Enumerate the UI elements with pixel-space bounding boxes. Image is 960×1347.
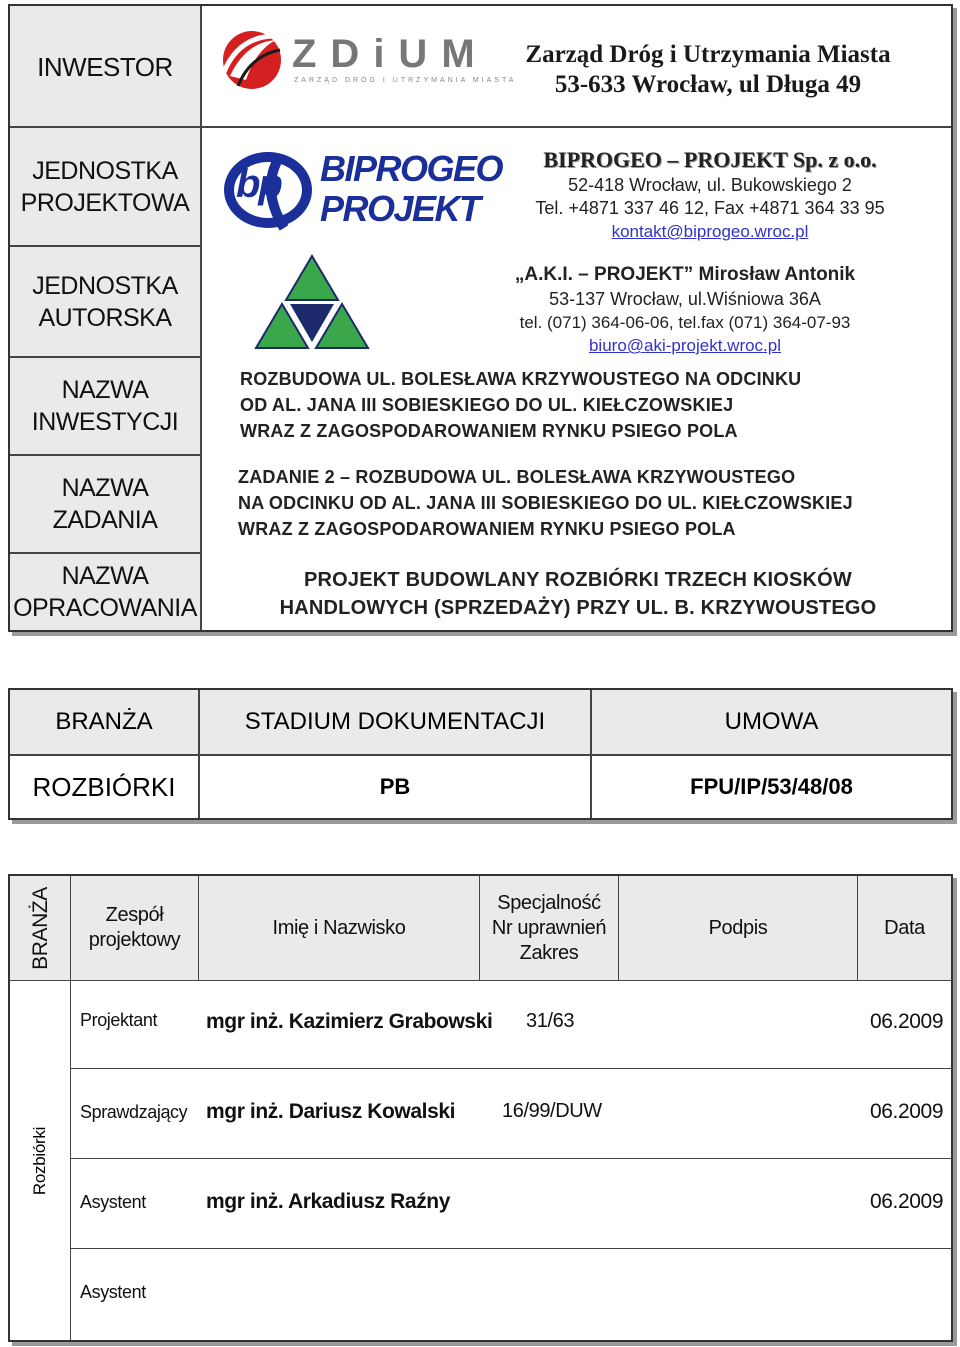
zadanie-line: NA ODCINKU OD AL. JANA III SOBIESKIEGO DO UL. KIEŁCZOWSKIEJ (238, 493, 853, 513)
header-umowa: UMOWA (724, 708, 819, 735)
header-text: Zespół (105, 904, 164, 926)
divider (10, 126, 951, 128)
row-role: Asystent (80, 1192, 146, 1212)
biprogeo-logo-bp: bp (236, 162, 281, 206)
row-name: mgr inż. Dariusz Kowalski (206, 1100, 456, 1123)
header-branza: BRANŻA (55, 708, 153, 735)
header-text: projektowy (88, 929, 181, 951)
header-text: Zakres (519, 941, 579, 964)
aki-logo (252, 254, 372, 354)
row-role: Projektant (80, 1010, 158, 1030)
row-date: 06.2009 (870, 1190, 944, 1213)
header-text: Data (884, 916, 925, 939)
divider (10, 552, 202, 554)
divider (71, 1248, 951, 1249)
zdium-logo (220, 28, 517, 98)
label-nazwa-zadania (10, 455, 202, 553)
opracowanie-line: HANDLOWYCH (SPRZEDAŻY) PRZY UL. B. KRZYWOUSTEGO (279, 597, 877, 619)
header-stadium: STADIUM DOKUMENTACJI (244, 708, 546, 735)
aki-email-link[interactable]: biuro@aki-projekt.wroc.pl (588, 336, 782, 355)
divider (10, 245, 202, 247)
inwestycja-line: WRAZ Z ZAGOSPODAROWANIEM RYNKU PSIEGO POLA (240, 421, 738, 441)
team-table (8, 874, 953, 1342)
label-jednostka-autorska (10, 246, 202, 357)
biprogeo-email-link[interactable]: kontakt@biprogeo.wroc.pl (611, 222, 809, 241)
header-branza-vertical (10, 876, 70, 980)
label-text: PROJEKTOWA (20, 188, 190, 217)
value-stadium: PB (379, 774, 411, 799)
biprogeo-name: BIPROGEO – PROJEKT Sp. z o.o. (543, 147, 877, 172)
header-text: Nr uprawnień (491, 916, 607, 939)
zdium-address: 53-633 Wrocław, ul Długa 49 (554, 71, 862, 98)
divider (10, 454, 202, 456)
aki-info (475, 262, 895, 357)
row-license: 31/63 (526, 1010, 575, 1032)
label-text: JEDNOSTKA (32, 271, 178, 300)
label-text: NAZWA (61, 474, 149, 502)
label-text: AUTORSKA (38, 303, 172, 332)
value-branza: ROZBIÓRKI (32, 771, 176, 802)
divider (479, 876, 480, 980)
divider (857, 876, 858, 980)
biprogeo-logo (220, 148, 503, 232)
label-text: ZADANIA (52, 506, 158, 534)
row-date: 06.2009 (870, 1100, 944, 1123)
branza-value-text: Rozbiórki (30, 1126, 49, 1195)
label-jednostka-projektowa (10, 127, 202, 246)
label-inwestor (10, 6, 202, 127)
header-zespol (71, 876, 198, 980)
biprogeo-phone: Tel. +4871 337 46 12, Fax +4871 364 33 95 (535, 198, 885, 218)
zdium-logo-subtext: ZARZĄD DRÓG I UTRZYMANIA MIASTA (294, 77, 517, 84)
header-text: Specjalność (497, 891, 601, 914)
row-name: mgr inż. Kazimierz Grabowski (206, 1010, 493, 1033)
header-specjalnosc (480, 876, 618, 980)
row-name: mgr inż. Arkadiusz Raźny (206, 1190, 451, 1213)
label-nazwa-opracowania (10, 553, 202, 630)
aki-address: 53-137 Wrocław, ul.Wiśniowa 36A (549, 289, 821, 309)
label-nazwa-inwestycji (10, 357, 202, 455)
header-branza-text: BRANŻA (28, 886, 52, 970)
opracowanie-text (228, 566, 928, 622)
header-imie (199, 876, 479, 980)
aki-phone: tel. (071) 364-06-06, tel.fax (071) 364-07-93 (519, 313, 851, 332)
aki-name: „A.K.I. – PROJEKT” Mirosław Antonik (514, 264, 856, 285)
label-text: INWESTOR (37, 51, 173, 82)
divider (618, 876, 619, 980)
zadanie-line: ZADANIE 2 – ROZBUDOWA UL. BOLESŁAWA KRZYWOUSTEGO (238, 467, 796, 487)
zadanie-text (238, 464, 853, 542)
zdium-logo-text: ZDiUM (292, 32, 489, 76)
label-text: NAZWA (61, 561, 149, 590)
divider (198, 876, 199, 980)
aki-logo-mark (252, 254, 372, 354)
value-umowa: FPU/IP/53/48/08 (690, 774, 853, 799)
biprogeo-logo-line2: PROJEKT (320, 188, 480, 229)
label-text: JEDNOSTKA (32, 156, 178, 185)
inwestycja-line: OD AL. JANA III SOBIESKIEGO DO UL. KIEŁCZOWSKIEJ (240, 395, 734, 415)
zdium-name-line: Zarząd Dróg i Utrzymania Miasta (525, 41, 891, 68)
label-text: INWESTYCJI (31, 408, 179, 436)
divider (71, 1068, 951, 1069)
document-stage-table (8, 688, 953, 820)
row-role: Sprawdzający (80, 1102, 188, 1122)
row-role: Asystent (80, 1282, 146, 1302)
header-data (858, 876, 951, 980)
label-text: NAZWA (61, 376, 149, 404)
divider (71, 1158, 951, 1159)
header-text: Imię i Nazwisko (272, 916, 406, 939)
zadanie-line: WRAZ Z ZAGOSPODAROWANIEM RYNKU PSIEGO POLA (238, 519, 736, 539)
branza-value-cell (10, 981, 70, 1340)
header-text: Podpis (708, 916, 768, 939)
row-date: 06.2009 (870, 1010, 944, 1033)
label-text: OPRACOWANIA (13, 593, 197, 622)
row-license: 16/99/DUW (502, 1100, 602, 1122)
biprogeo-info (490, 146, 930, 243)
header-podpis (619, 876, 857, 980)
inwestycja-text (240, 366, 801, 444)
biprogeo-logo-line1: BIPROGEO (320, 148, 503, 189)
divider (10, 980, 951, 981)
zdium-name (498, 40, 918, 100)
divider (70, 876, 71, 1340)
inwestycja-line: ROZBUDOWA UL. BOLESŁAWA KRZYWOUSTEGO NA ODCINKU (240, 369, 802, 389)
biprogeo-address: 52-418 Wrocław, ul. Bukowskiego 2 (568, 175, 852, 195)
opracowanie-line: PROJEKT BUDOWLANY ROZBIÓRKI TRZECH KIOSKÓW (303, 569, 853, 591)
divider (10, 356, 202, 358)
title-block-table (8, 4, 953, 632)
